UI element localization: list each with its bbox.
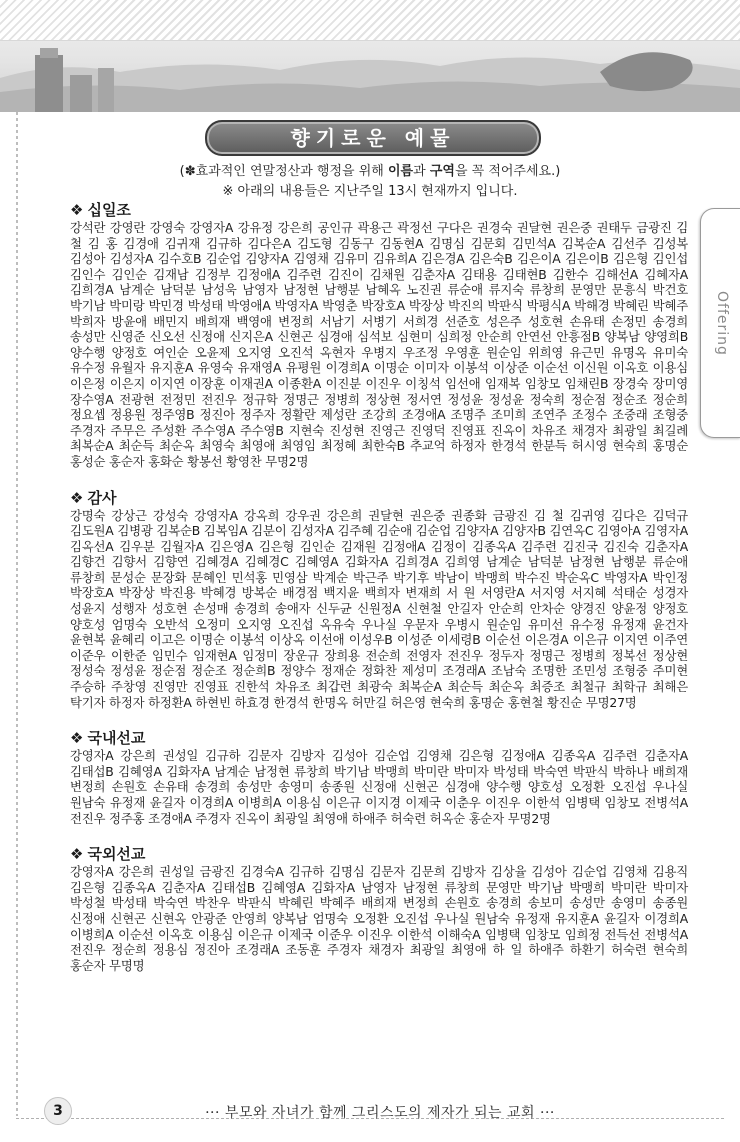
- cityscape-illustration: [0, 0, 740, 112]
- offering-list: [70, 200, 688, 991]
- section-overseas-mission: [70, 844, 688, 973]
- section-thanks: [70, 488, 688, 711]
- intro-mid: 과: [413, 164, 430, 179]
- diamond-bullet-icon: ❖: [70, 488, 84, 507]
- footer-motto: ··· 부모와 자녀가 함께 그리스도의 제자가 되는 교회 ···: [205, 1105, 555, 1121]
- diamond-bullet-icon: ❖: [70, 201, 84, 219]
- page-number: 3: [44, 1097, 72, 1125]
- left-edge-line: [16, 112, 18, 1116]
- section-heading: ❖ 국외선교: [70, 845, 146, 864]
- intro-line-2: ※ 아래의 내용들은 지난주일 13시 현재까지 입니다.: [222, 184, 518, 199]
- name-list: 강영자A 강은희 권성일 김규하 김문자 김방자 김성아 김순업 김영채 김은형 김정애A 김종옥A 김주련 김춘자A 김태섭B 김혜영A 김화자A 남계순 남정현 류창희 박기남 박맹희 박미란 박미자 박성태 박숙연 박판식 박하나 배희재 변정희 손원호 손유태 송경희 송성만 송영미 송종원 신정애 신현곤 심경애 양수행 양호성 오정환 오진섭 우나실 원남숙 유정재 윤길자 이경희A 이병희A 이용심 이은규 이지경 이제국 이춘우 이진우 이한석 임병택 임창모 전병석A 전진우 정주홍 조경애A 주경자 진옥이 최광일 최영애 하애주 허숙련 허옥순 홍순자 무명2명: [70, 748, 688, 826]
- section-domestic-mission: [70, 728, 688, 826]
- offering-side-tab[interactable]: [700, 208, 740, 438]
- name-list: 강명숙 강상근 강성숙 강영자A 강옥희 강우권 강은희 권달현 권은중 권종화 금광진 김 철 김귀영 김다은 김덕규 김도원A 김병광 김복순B 김복임A 김분이 김성자A 김주혜 김순애 김순업 김양자A 김양자B 김연옥C 김영아A 김영자A 김옥선A 김우분 김월자A 김은영A 김은형 김인순 김재원 김정애A 김정이 김종옥A 김주련 김진국 김진숙 김춘자A 김향건 김향서 김향연 김혜경A 김혜경C 김혜영A 김화자A 김희경A 김희영 남계순 남덕분 남정현 남행분 류순애 류창희 문성순 문장화 문혜인 민석홍 민영삼 박계순 박근주 박기후 박남이 박맹희 박수진 박순옥C 박영자A 박인정 박장호A 박장상 박진용 박혜경 방복순 배경점 백지윤 백희자 변재희 서 원 서영란A 서지영 서지혜 석태순 성경자 성윤지 성행자 성호현 손성매 송경희 송애자 신두균 신원정A 신현철 안길자 안순희 안차순 양경진 양윤정 양정호 양호성 엄명숙 오반석 오정미 오지영 오진섭 옥유숙 우나실 우문자 우병시 원순임 유미선 유수정 유정재 윤건자 윤현복 윤혜리 이고은 이명순 이봉석 이상옥 이선애 이성우B 이성준 이세령B 이순선 이은경A 이은규 이지연 이주연 이준우 이한준 임민수 임재현A 임정미 장운규 장희용 전순희 전영자 전진우 정두자 정명근 정병희 정복선 정상현 정성숙 정성윤 정순점 정순조 정순희B 정양수 정재순 정화찬 제성미 조경래A 조남숙 조명한 조민성 조형중 주미현 주승하 주창영 진영만 진영표 진한석 차유조 최갑련 최광숙 최복순A 최순득 최순옥 최증조 최철규 최학규 최해은 탁기자 하정자 하정환A 하현빈 하효경 한경석 한명옥 허만길 허은영 현숙희 홍명순 홍현철 황진순 무명27명: [70, 507, 688, 710]
- name-list: 강영자A 강은희 권성일 금광진 김경숙A 김규하 김명심 김문자 김문희 김방자 김상율 김성아 김순업 김영채 김용직 김은형 김종옥A 김춘자A 김태섭B 김혜영A 김화자A 남영자 남정현 류창희 문영만 박기남 박맹희 박미란 박미자 박성철 박성태 박숙연 박찬우 박판식 박혜린 박혜주 배희재 변정희 손원호 송경희 송보미 송성만 송영미 송종원 신정애 신현곤 신현옥 안광준 안영희 양복남 엄명숙 오정환 오진섭 우나실 원남숙 유정재 유지훈A 윤길자 이경희A 이병희A 이순선 이옥호 이용심 이은규 이제국 이준우 이진우 이한석 이해숙A 임병택 임창모 임희정 전득선 전병석A 전진우 정순희 정용심 정진아 조경래A 조동훈 주경자 채경자 최광일 최영애 하 일 하애주 하환기 허숙련 현숙희 홍순자 무명명: [70, 864, 688, 973]
- intro-area-emphasis: 구역: [429, 164, 455, 179]
- section-heading: ❖ 십일조: [70, 201, 131, 219]
- section-heading: ❖ 국내선교: [70, 729, 146, 748]
- name-list: 강석란 강영란 강영숙 강영자A 강유정 강은희 공인규 곽용근 곽정선 구다은 권경숙 권달현 권은중 권태두 금광진 김 철 김 홍 김경애 김귀재 김규하 김다은A 김도형 김동구 김동현A 김명심 김문회 김민석A 김복순A 김선주 김성복 김성아 김성자A 김수호B 김순업 김양자A 김영채 김유미 김유희A 김은경A 김은숙B 김은이A 김은이B 김은형 김인섭 김인수 김인순 김재남 김정부 김정애A 김주련 김진이 김채원 김춘자A 김태용 김태현B 김한수 김해선A 김혜자A 김희경A 남계순 남덕분 남성욱 남영자 남정현 남행분 남혜옥 노진권 류순애 류지숙 류창희 문영만 문흥식 박건호 박기남 박미랑 박민경 박성태 박영애A 박영자A 박영춘 박장호A 박장상 박진의 박판식 박평식A 박해경 박혜린 박혜주 박희자 방윤애 배민지 배희재 백영애 변정희 서남기 서병기 서희경 선준호 성은주 성호현 손유태 손정민 송경희 송성만 신영준 신오선 신정애 신지은A 신현곤 심경애 심석보 심현미 심희정 안순희 안연선 안흥점B 양복남 양영희B 양수행 양정호 여인순 오윤제 오지영 오진석 옥현자 우병지 우조정 우영훈 원순임 위희영 유근민 유명옥 유미숙 유수정 유월자 유지훈A 유영숙 유재영A 유평원 이경희A 이명순 이미자 이봉석 이상준 이순선 이신원 이옥호 이용심 이은정 이은지 이지연 이장훈 이재권A 이종환A 이진분 이진우 이칭석 임선애 임재복 임창모 임채린B 장경숙 장미영 장수영A 전광현 전정민 전진우 정규학 정명근 정병희 정상현 정서연 정성윤 정성윤 정숙희 정순점 정순조 정순희 정요셉 정용원 정주영B 정진아 정주자 정활란 제성란 조강희 조경애A 조명주 조미희 조연주 조정수 조중래 조형중 주경자 주무은 주성환 주수영A 주수영B 지현숙 진성현 진영근 진영덕 진영표 진옥이 차유조 채경자 최광일 최길례 최복순A 최순득 최순옥 최영숙 최영애 최영임 최정혜 최한숙B 추교억 하정자 한경석 한분득 허시영 현숙희 홍명순 홍성순 홍순자 홍화순 황봉선 황영찬 무명2명: [70, 220, 688, 469]
- intro-suffix: 을 꼭 적어주세요.): [454, 164, 561, 179]
- section-heading: ❖ 감사: [70, 488, 117, 507]
- header-banner: [0, 0, 740, 112]
- diamond-bullet-icon: ❖: [70, 845, 84, 864]
- page-title: 향기로운 예물: [205, 120, 541, 156]
- section-tithe: [70, 200, 688, 470]
- intro-line-1: [100, 160, 640, 179]
- intro-prefix: (✽효과적인 연말정산과 행정을 위해: [179, 164, 388, 179]
- intro-name-emphasis: 이름: [387, 164, 414, 179]
- diamond-bullet-icon: ❖: [70, 729, 84, 748]
- side-tab-label: Offering: [714, 291, 730, 356]
